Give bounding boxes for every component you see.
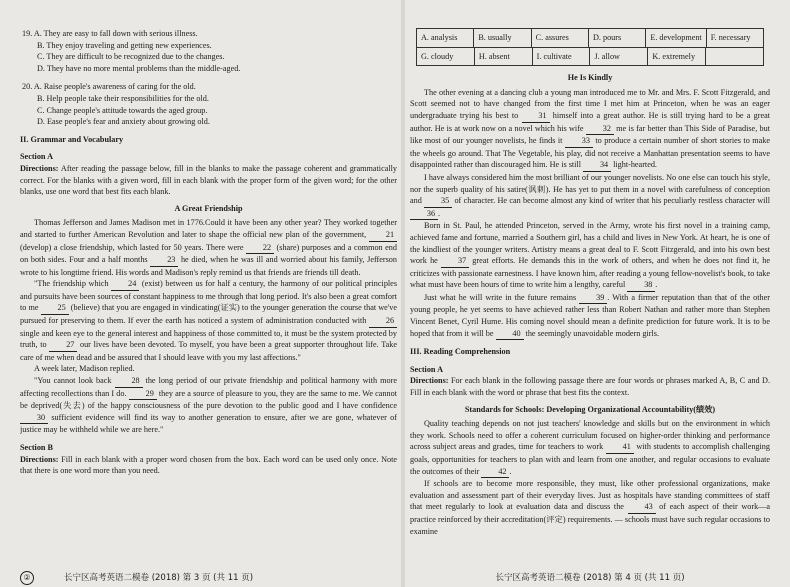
blank-22[interactable]: 22 — [246, 242, 274, 255]
blank-33[interactable]: 33 — [565, 135, 593, 148]
left-footer — [20, 571, 397, 585]
q20-option-d: D. Ease people's fear and anxiety about growing old. — [37, 117, 210, 127]
blank-36[interactable]: 36 — [410, 208, 438, 221]
section-b-label: Section B — [20, 443, 53, 452]
q19-option-c: C. They are difficult to be recognized due to the changes. — [37, 52, 225, 62]
blank-34[interactable]: 34 — [583, 159, 611, 172]
word-option: F. necessary — [706, 29, 763, 47]
word-option: G. cloudy — [421, 51, 454, 61]
blank-40[interactable]: 40 — [496, 328, 524, 341]
blank-30[interactable]: 30 — [20, 412, 48, 425]
section-title: II. Grammar and Vocabulary — [20, 134, 124, 144]
directions: Directions: For each blank in the following passage there are four words or phrases marked A, B, C and D. Fill in each blank with the word or phrase that best fits the context. — [410, 376, 770, 398]
paragraph-2: I have always considered him the most brilliant of our younger novelists. No one else can touch his style, nor the superb quality of his satire(讽刺). He has yet to put them in a novel with carefulness of conception and 35 of character. He can become almost any kind of writer that his peculiarly restless character will 36 . — [410, 172, 770, 220]
blank-41[interactable]: 41 — [606, 441, 634, 454]
word-box-row-1 — [417, 29, 763, 47]
blank-43[interactable]: 43 — [628, 501, 656, 514]
right-footer: 长宁区高考英语二模卷 (2018) 第 4 页 (共 11 页) — [495, 573, 685, 584]
right-page — [410, 0, 770, 587]
question-20 — [20, 81, 397, 127]
blank-37[interactable]: 37 — [441, 255, 469, 268]
paragraph-1: The other evening at a dancing club a young man introduced me to Mr. and Mrs. F. Scott Fitzgerald, and Scott seemed not to have changed from the first time I met him at Princeton, when he was an eager undergraduate trying his best to 31 himself into a great author. He is still trying hard to be a great author. He is at work now on a novel which his wife 32 me is far better than This Side of Paradise, but like most of our younger novelists, he finds it 33 to produce a certain number of short stories to make the wheels go around. That The Vegetable, his play, did not receive a Manhattan presentation seems to have disappointed rather than discouraged him. He is still 34 light-hearted. — [410, 87, 770, 172]
q20-option-b: B. Help people take their responsibilities for the old. — [37, 93, 209, 103]
directions: Directions: After reading the passage below, fill in the blanks to make the passage coherent and grammatically correct. For the blanks with a given word, fill in each blank with the proper form of the given word; for the other blanks, use one word that best fits each blank. — [20, 163, 397, 197]
word-option: K. extremely — [647, 48, 705, 66]
section-a-label: Section A — [20, 152, 53, 162]
paragraph-3: A week later, Madison replied. — [34, 364, 135, 374]
blank-21[interactable]: 21 — [369, 229, 397, 242]
paragraph-5: Quality teaching depends on not just teachers' knowledge and skills but on the environment in which they work. Schools need to offer a coherent curriculum focused on higher-order thinking and performance across subject areas and grades, time for teachers to work 41 with students to accomplish challenging goals, opportunities for teachers to plan with and learn from one another, and regular occasions to evaluate the outcomes of their 42 . — [410, 418, 770, 478]
paragraph-2: "The friendship which 24 (exist) between us for half a century, the harmony of our political principles and pursuits have been sources of constant happiness to me through that long period. It's also been a great comfort to me 25 (believe) that you are engaged in vindicating(证实) to the younger generation the course that we've pursued for preserving to them. If ever the earth has noticed a system of administration conducted with 26 single and keen eye to the general interest and happiness of those committed to, it must be the system protected by truth, to 27 our lives have been devoted. To myself, you have been a great supporter throughout life. Take care of me when dead and be assured that I should leave with you my last affections." — [20, 279, 397, 362]
word-option: E. development — [645, 29, 705, 47]
word-option: B. usually — [473, 29, 530, 47]
blank-31[interactable]: 31 — [522, 110, 550, 123]
page-gutter — [401, 0, 405, 587]
q20-option-a: 20. A. Raise people's awareness of caring for the old. — [22, 82, 196, 92]
blank-26[interactable]: 26 — [369, 315, 397, 328]
passage-title: He Is Kindly — [567, 73, 613, 83]
page-number: ② — [20, 571, 34, 585]
blank-39[interactable]: 39 — [579, 292, 607, 305]
passage-title: A Great Friendship — [174, 203, 243, 213]
blank-35[interactable]: 35 — [424, 195, 452, 208]
blank-27[interactable]: 27 — [49, 339, 77, 352]
word-option: J. allow — [589, 48, 647, 66]
section-a-label: Section A — [410, 364, 443, 374]
blank-32[interactable]: 32 — [586, 123, 614, 136]
blank-38[interactable]: 38 — [627, 279, 655, 292]
q19-option-b: B. They enjoy traveling and getting new experiences. — [37, 40, 212, 50]
paragraph-4: "You cannot look back 28 the long period of our private friendship and political harmony with more affecting recollections than I do. 29 they are a source of pleasure to you, they are the same to me. We cannot be deprived(失去) of the happy consciousness of the pure devotion to the public good and I have confidence 30 sufficient evidence will find its way to another generation to ensure, after we are gone, whatever of justice may be withheld while we are here." — [20, 376, 397, 435]
blank-24[interactable]: 24 — [111, 278, 139, 291]
directions-b: Directions: Fill in each blank with a proper word chosen from the box. Each word can be used only once. Note that there is one word more than you need. — [20, 454, 397, 476]
section-title: III. Reading Comprehension — [410, 347, 511, 357]
q20-option-c: C. Change people's attitude towards the aged group. — [37, 105, 208, 115]
paragraph-6: If schools are to become more responsible, they must, like other professional organizations, make evaluation and assessment part of their everyday lives. Just as hospitals have standing committees of staff that meet regularly to look at evaluation data and discuss the 43 of each aspect of their work—a practice reinforced by their accreditation(评定) requirements. — schools must have such regular occasions to examine — [410, 479, 770, 536]
paragraph-4: Just what he will write in the future remains 39 . With a firmer reputation than that of the other young people, he yet seems to have achieved rather less than Robert Nathan and rather more than Stephen Vincent Benet, Cyril Hume. His coming novel should mean a definite prediction for future work. It is to be hoped that from it will be 40 the seemingly unavoidable modern girls. — [410, 292, 770, 340]
passage2-title: Standards for Schools: Developing Organizational Accountability(绩效) — [464, 404, 716, 414]
footer-text: 长宁区高考英语二模卷 (2018) 第 3 页 (共 11 页) — [64, 573, 254, 583]
word-option-empty — [705, 48, 763, 66]
blank-28[interactable]: 28 — [115, 375, 143, 388]
word-option: H. absent — [474, 48, 532, 66]
blank-23[interactable]: 23 — [150, 254, 178, 267]
blank-29[interactable]: 29 — [129, 388, 157, 401]
q19-option-d: D. They have no more mental problems than the middle-aged. — [37, 63, 241, 73]
word-option: A. analysis — [421, 33, 458, 42]
word-option: I. cultivate — [532, 48, 590, 66]
question-19 — [20, 28, 397, 74]
left-page — [20, 0, 397, 587]
blank-42[interactable]: 42 — [481, 466, 509, 479]
q19-option-a: 19. A. They are easy to fall down with serious illness. — [22, 29, 198, 38]
word-option: C. assures — [531, 29, 588, 47]
word-option: D. pours — [588, 29, 645, 47]
blank-25[interactable]: 25 — [41, 302, 69, 315]
paragraph-3: Born in St. Paul, he attended Princeton, served in the Army, wrote his first novel in a training camp, achieved fame and fortune, married a Southern girl, has a child and lives in New York. At heart, he is one of the kindliest of the younger writers. Artistry means a great deal to F. Scott Fitzgerald, and into his own best work he 37 great efforts. He demands this in the work of others, and when he does not find it, he criticizes with passionate earnestness. I have known him, after reading a young fellow-novelist's book, to take what must have been hours of time to write him a lengthy, careful 38 . — [410, 220, 770, 292]
word-box — [416, 28, 764, 66]
word-box-row-2 — [417, 47, 763, 66]
paragraph-1: Thomas Jefferson and James Madison met in 1776.Could it have been any other year? They worked together and started to further American Revolution and later to shape the official new plan of the government, 21 (develop) a close friendship, which lasted for 50 years. There were 22 (share) purposes and a common end on both sides. Four and a half months 23 he died, when he was ill and worried about his family, Jefferson wrote to his longtime friend. His words and Madison's reply remind us that friends are friends till death. — [20, 218, 397, 277]
